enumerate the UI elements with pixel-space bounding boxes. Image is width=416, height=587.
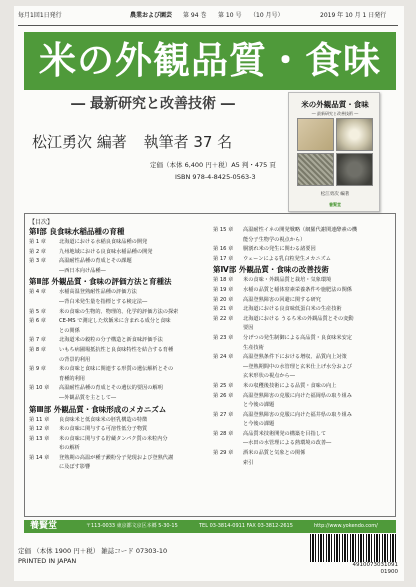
toc-chapter [213,353,393,363]
toc-chapter-number: 第 18 章 [213,277,234,284]
toc-part-heading: 第Ⅲ部 外観品質・食味形成のメカニズム [29,404,167,414]
book-contributors: 執筆者 37 名 [143,133,233,151]
toc-chapter-title: 北海道における水稲良食味品種の開発 [59,239,148,245]
toc-chapter-number: 第 2 章 [29,248,46,255]
toc-chapter-number: 第 17 章 [213,255,234,262]
book-subtitle: ― 最新研究と改善技術 ― [71,96,235,112]
toc-chapter-number: 第 3 章 [29,258,46,265]
toc-chapter-continuation: との関係 [59,327,80,334]
cover-photo [297,118,334,151]
toc-chapter-title: 分げつの発生制御による高品質・良食味米安定 [243,334,352,341]
toc-chapter-number: 第 23 章 [213,334,234,341]
toc-heading: 【目次】 [29,219,54,226]
toc-chapter [29,336,209,346]
publisher-url: http://www.yokendo.com/ [314,523,378,529]
toc-chapter [29,248,209,258]
toc-left-column [29,226,209,473]
book-cover [288,92,380,212]
toc-chapter-title: いもち病圃場抵抗性と良食味特性を結合する育種 [59,346,174,353]
toc-chapter-number: 第 25 章 [213,382,234,389]
toc-chapter [29,425,209,435]
toc-part-heading: 第Ⅳ部 外観品質・食味の改善技術 [213,265,329,275]
toc-chapter [29,435,209,445]
toc-chapter [213,286,393,296]
toc-chapter-number: 第 6 章 [29,318,46,325]
cover-photo [297,153,334,186]
toc-chapter-continuation: 玄米形状の視点から― [243,373,295,380]
toc-chapter [213,334,393,344]
book-editor: 松江勇次 編著 [32,133,127,151]
header-month-issue: （10 月号） [250,12,284,19]
header-line [18,10,398,22]
book-authors [32,132,282,152]
toc-chapter-title: 高温耐性品種の育成とその課題 [59,258,132,265]
printed-in: PRINTED IN JAPAN [18,557,77,565]
toc-chapter-number: 第 19 章 [213,286,234,293]
toc-chapter [29,346,209,356]
toc-chapter-continuation: 索引 [243,459,254,466]
toc-chapter [213,411,393,421]
toc-part-heading: 第Ⅰ部 良食味水稲品種の育種 [29,227,125,236]
cover-title: 米の外観品質・食味 [301,100,369,109]
toc-chapter-title: 米の食味に関与する可溶性低分子物質 [59,426,148,433]
toc-chapter-title: 水稲の品質と稲体窒素栄養条件や施肥法の関係 [243,286,352,293]
toc-chapter-continuation: の背景的利用 [59,356,91,363]
header-journal: 農業および園芸 [130,12,173,19]
toc-chapter-number: 第 14 章 [29,454,50,461]
toc-right-column [213,226,393,468]
toc-chapter [29,365,209,375]
cover-publisher: 養賢堂 [329,202,341,207]
toc-chapter-continuation: と今後の課題 [243,402,275,409]
cover-photo [336,118,373,151]
toc-chapter-number: 第 21 章 [213,306,234,313]
toc-chapter-title: 高温登熟障害の回避に関する研究 [243,296,321,303]
toc-chapter-title: 北海道米の穀粒の分子構造と新食味評価手法 [59,337,163,344]
header-divider [18,25,398,26]
toc-chapter-title: 酒米の品質と気象との関係 [243,450,306,457]
toc-chapter-title: ウェーンによる乳白粒発生メカニズム [243,255,331,262]
publisher-logo: 養賢堂 [30,521,58,531]
toc-chapter-continuation: と今後の課題 [243,421,275,428]
toc-chapter-title: 北海道における うるち米の外観品質とその変動 [243,315,354,322]
toc-chapter-continuation: ―水田の水管理による熱環境の改善― [243,440,332,447]
toc-chapter [29,257,209,267]
toc-chapter-number: 第 7 章 [29,337,46,344]
header-volume: 第 94 巻 [183,12,207,19]
toc-chapter-continuation: 布の解析 [59,445,80,452]
toc-chapter-number: 第 13 章 [29,435,50,442]
toc-chapter-continuation: ―西日本向け品種― [59,267,106,274]
toc-chapter [213,245,393,255]
toc-chapter-title: 高温耐性イネの開発戦略（網羅代謝関連酵素の機 [243,227,358,233]
toc-chapter-number: 第 9 章 [29,366,46,373]
publisher-address: 〒113-0033 東京都文京区本郷 5-30-15 [86,523,178,529]
toc-chapter-title: 九州地域における良食味水稲品種の開発 [59,248,153,255]
toc-chapter [213,315,393,325]
toc-chapter-number: 第 26 章 [213,392,234,399]
toc-chapter-number: 第 27 章 [213,411,234,418]
toc-chapter [213,305,393,315]
toc-chapter-title: 高品質米技術開発の構築を目指して [243,430,327,437]
toc-chapter [29,308,209,318]
toc-chapter-title: 米の食味・外観品質と栽培・気象環境 [243,277,332,284]
barcode-line2: 01900 [380,569,398,575]
toc-chapter-number: 第 16 章 [213,246,234,253]
toc-chapter [213,392,393,402]
toc-chapter-continuation: 要因 [243,325,254,332]
toc-chapter-title: 水稲高温登熟耐性品種の評価方法 [59,289,137,296]
toc-chapter-title: 米の食味の生物的、物理的、化学的評価方法の探索 [59,308,179,315]
cover-photo [336,153,373,186]
toc-chapter-continuation: ―外観品質を主として― [59,394,117,401]
toc-chapter-continuation: 能分子生物学の視点から） [243,236,306,243]
toc-chapter [29,454,209,464]
toc-chapter-continuation: 育種的利用 [59,375,85,382]
toc-chapter [213,430,393,440]
toc-chapter-title: 米の食味と食味に関連する形質の遺伝解析とその [59,366,174,373]
toc-chapter-continuation: ―登熟期間中の水管理と玄米仕上げ水分および [243,363,352,370]
header-frequency: 毎月1回1日発行 [18,12,62,19]
toc-chapter-number: 第 15 章 [213,227,234,233]
toc-chapter-number: 第 8 章 [29,346,46,353]
toc-chapter [213,296,393,306]
toc-chapter-number: 第 22 章 [213,315,234,322]
book-isbn: ISBN 978-4-8425-0563-3 [175,173,256,181]
toc-chapter-number: 第 10 章 [29,385,50,392]
toc-chapter-number: 第 4 章 [29,289,46,296]
toc-chapter-title: CE-MS で測定した炊飯米に含まれる成分と食味 [59,318,171,325]
header-issue: 第 10 号 [218,12,242,19]
toc-chapter-number: 第 1 章 [29,239,46,245]
toc-chapter-title: 米の収穫後技術による品質・食味の向上 [243,382,337,389]
toc-chapter-title: 高温登熟条件下における増収、品質向上対策 [243,354,347,361]
toc-chapter-title: 高温登熟障害の克服に向けた福井県の取り組み [243,411,352,418]
book-title-banner: 米の外観品質・食味 [24,32,396,90]
toc-chapter [213,449,393,459]
toc-chapter [29,384,209,394]
toc-chapter-number: 第 20 章 [213,296,234,303]
magazine-price: 定価 （本体 1900 円＋税） 雑誌コード 07303-10 [18,547,168,555]
barcode-line1: 4910073031091 [352,562,398,568]
toc-chapter-number: 第 12 章 [29,426,50,433]
cover-subtitle: ― 最新研究と改善技術 ― [311,111,359,116]
toc-chapter [29,317,209,327]
header-date: 2019 年 10 月 1 日発行 [320,12,387,19]
toc-chapter-continuation: ―背白米発生量を指標とする検定法― [59,298,148,305]
table-of-contents [24,213,396,517]
publisher-phone: TEL 03-3814-0911 FAX 03-3812-2615 [199,523,293,529]
toc-chapter-title: 北海道における良食味低蛋白米の生産技術 [243,306,342,313]
toc-chapter-title: 登熟期の高温が種子澱粉分子発現および登熟代謝 [59,454,174,461]
toc-chapter-number: 第 11 章 [29,416,50,423]
toc-chapter-number: 第 24 章 [213,354,234,361]
toc-chapter [213,226,393,236]
toc-chapter [213,255,393,265]
toc-chapter [29,288,209,298]
barcode [310,534,398,562]
publisher-bar [24,520,396,533]
toc-chapter-title: 胴割れ米の発生に関わる諸要因 [243,246,316,253]
toc-chapter-title: 高温耐性品種の育成とその遺伝的要因の解明 [59,385,163,392]
toc-chapter [213,276,393,286]
book-price: 定価（本体 6,400 円＋税）A5 判・475 頁 [150,161,276,169]
toc-chapter-number: 第 5 章 [29,308,46,315]
toc-chapter [213,382,393,392]
toc-chapter-number: 第 28 章 [213,430,234,437]
toc-chapter-title: 良食味米と低食味米の胚乳構造の特徴 [59,416,148,423]
toc-chapter [29,416,209,426]
toc-chapter-number: 第 29 章 [213,450,234,457]
toc-chapter [29,238,209,248]
toc-chapter-continuation: 生産技術 [243,344,264,351]
toc-part-heading: 第Ⅱ部 外観品質・食味の評価方法と育種法 [29,277,172,287]
toc-chapter-title: 高温登熟障害の克服に向けた福岡県の取り組み [243,392,352,399]
toc-chapter-continuation: に及ぼす影響 [59,464,91,471]
magazine-info [18,546,218,566]
barcode-numbers [330,562,398,576]
cover-author: 松江勇次 編著 [320,192,350,197]
toc-chapter-title: 米の食味に関与する貯蔵タンパク質の米粒内分 [59,435,168,442]
cover-photos [297,118,373,188]
